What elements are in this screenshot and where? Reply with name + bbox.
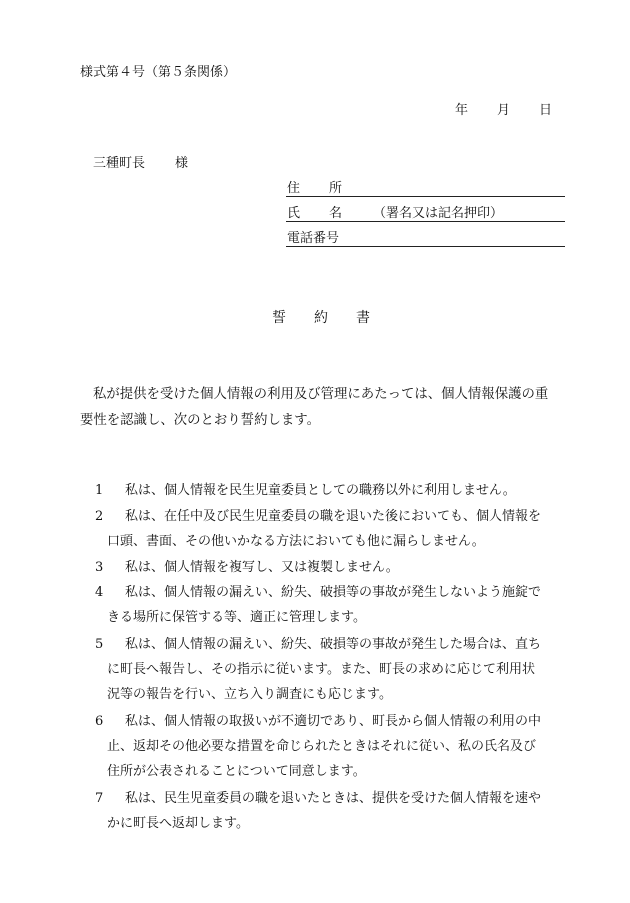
address-line [286,196,565,197]
form-number: 様式第４号（第５条関係） [80,65,237,80]
item-line: 私は、在任中及び民生児童委員の職を退いた後においても、個人情報を [125,509,542,524]
item-line: 況等の報告を行い、立ち入り調査にも応じます。 [107,687,392,702]
item-line: 住所が公表されることについて同意します。 [107,764,366,779]
item-number: 4 [95,585,104,600]
item-number: 2 [95,509,104,524]
list-item [95,580,575,630]
item-line: に町長へ報告し、その指示に従います。また、町長の求めに応じて利用状 [107,662,535,677]
item-number: 5 [95,637,104,652]
date-month-label: 月 [497,103,511,118]
name-note: （署名又は記名押印） [373,206,504,221]
item-line: 私は、個人情報を複写し、又は複製しません。 [125,560,399,575]
phone-label: 電話番号 [287,231,340,246]
address-label-char-1: 住 [287,181,301,196]
address-label-char-2: 所 [329,181,343,196]
list-item [95,786,575,836]
item-line: 私は、個人情報を民生児童委員としての職務以外に利用しません。 [125,483,516,498]
list-item [95,632,575,707]
item-line: 止、返却その他必要な措置を命じられたときはそれに従い、私の氏名及び [107,739,537,754]
addressee-honorific: 様 [175,156,189,171]
item-line: 私は、個人情報の取扱いが不適切であり、町長から個人情報の利用の中 [125,714,542,729]
item-line: 私は、個人情報の漏えい、紛失、破損等の事故が発生しないよう施錠で [125,585,542,600]
list-item [95,555,575,580]
list-item [95,504,575,554]
name-line [286,221,565,222]
intro-line-2: 要性を認識し、次のとおり誓約します。 [80,413,320,428]
title-char-1: 誓 [272,310,286,326]
name-label-char-1: 氏 [287,206,301,221]
intro-line-1: 私が提供を受けた個人情報の利用及び管理にあたっては、個人情報保護の重 [93,387,549,402]
item-line: 私は、個人情報の漏えい、紛失、破損等の事故が発生した場合は、直ち [125,637,542,652]
list-item [95,709,575,784]
phone-line [286,246,565,247]
item-line: かに町長へ返却します。 [107,816,249,831]
item-number: 1 [95,483,104,498]
date-year-label: 年 [455,103,469,118]
list-item [95,478,575,503]
addressee-name: 三種町長 [93,156,146,171]
item-line: 私は、民生児童委員の職を退いたときは、提供を受けた個人情報を速や [125,791,542,806]
item-number: 3 [95,560,104,575]
date-day-label: 日 [539,103,553,118]
intro-paragraph [80,382,580,434]
item-number: 7 [95,791,104,806]
item-number: 6 [95,714,104,729]
name-label-char-2: 名 [329,206,343,221]
item-line: きる場所に保管する等、適正に管理します。 [107,610,366,625]
title-char-2: 約 [314,310,328,326]
title-char-3: 書 [356,310,370,326]
item-line: 口頭、書面、その他いかなる方法においても他に漏らしません。 [107,534,485,549]
